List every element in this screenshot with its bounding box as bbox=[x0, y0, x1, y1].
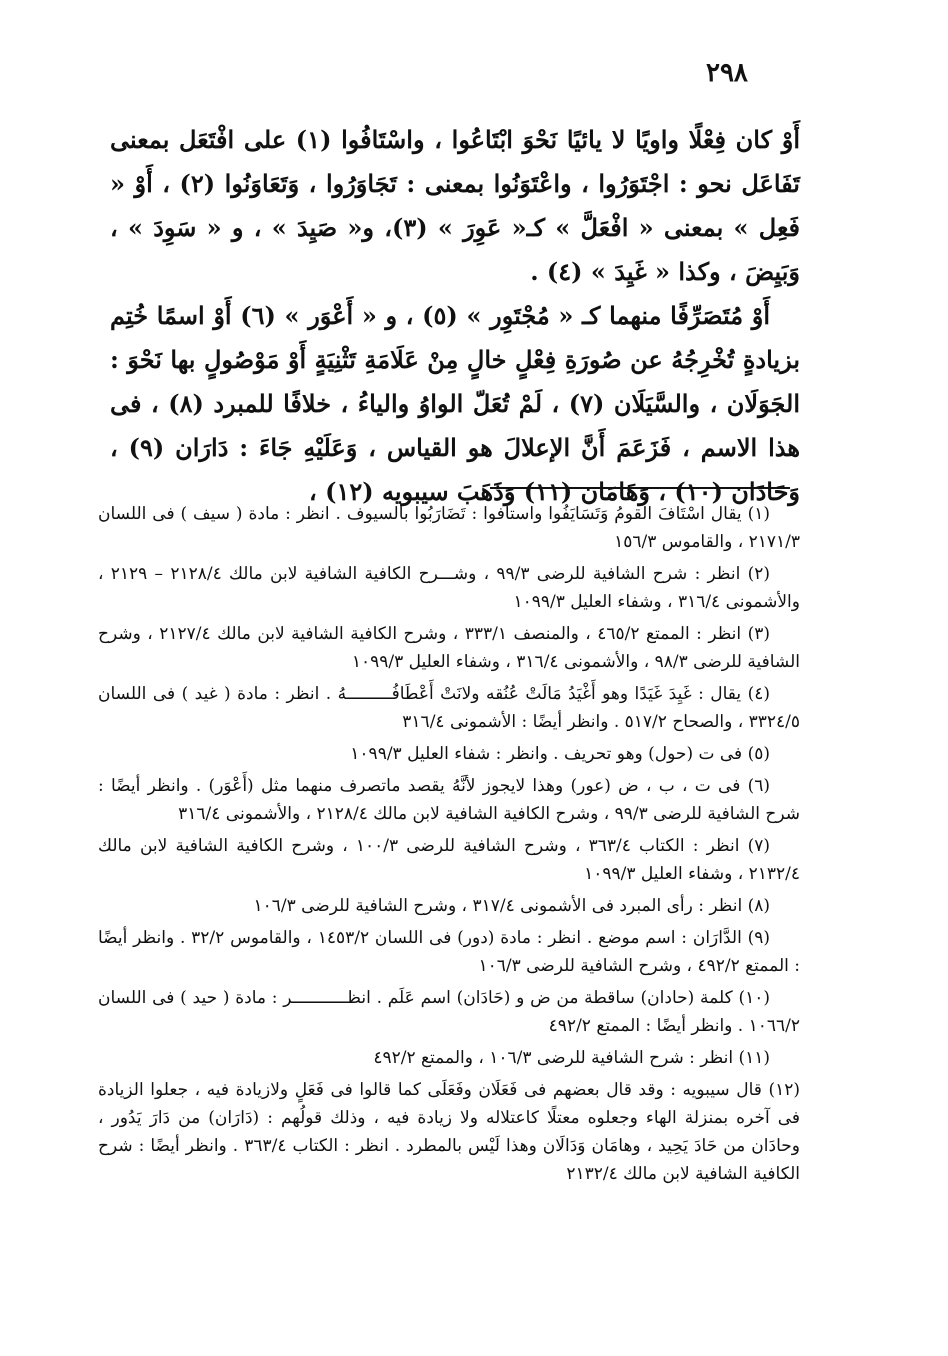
footnotes bbox=[98, 500, 800, 1192]
footnote-3: (٣) انظر : الممتع ٤٦٥/٢ ، والمنصف ٣٣٣/١ ، وشرح الكافية الشافية لابن مالك ٢١٢٧/٤ ، وشرح الشافية للرضى ٩٨/٣ ، والأشمونى ٣١٦/٤ ، وشفاء العليل ١٠٩٩/٣ bbox=[98, 624, 800, 672]
main-paragraph-1: أَوْ كان فِعْلًا واويًا لا يائيًا نَحْوَ ابْتَاعُوا ، واسْتَافُوا (١) على افْتَعَل بمعنى تَفَاعَل نحو : اجْتَوَرُوا ، واعْتَوَنُوا بمعنى : تَجَاوَرُوا ، وَتَعَاوَنُوا (٢) ، أَوْ « فَعِل » بمعنى « افْعَلَّ » كـ« عَوِرَ » (٣)، و« صَيِدَ » ، و « سَوِدَ » ، وَبَيِضَ ، وكذا « غَيِدَ » (٤) . bbox=[110, 125, 800, 286]
footnote-10: (١٠) كلمة (حادان) ساقطة من ض و (حَادَان) اسم عَلَم . انظـــــــــــر : مادة ( حيد ) فى اللسان ١٠٦٦/٢ . وانظر أيضًا : الممتع ٤٩٢/٢ bbox=[98, 988, 800, 1036]
footnote-12: (١٢) قال سيبويه : وقد قال بعضهم فى فَعَلَان وفَعَلَى كما قالوا فى فَعَلٍ ولازيادة فيه ، جعلوا الزيادة فى آخره بمنزلة الهاء وجعلوه معتلًا كاعتلاله ولا زيادة فيه ، وذلك قولُهم : (دَارَان) من دَارَ يَدُور ، وحادَان من حَادَ يَحِيد ، وهامَان وَدَالَان وهذا لَيْس بالمطرد . انظر : الكتاب ٣٦٣/٤ . وانظر أيضًا : شرح الكافية الشافية لابن مالك ٢١٣٢/٤ bbox=[98, 1080, 800, 1184]
main-text bbox=[110, 118, 800, 514]
page-number: ٢٩٨ bbox=[706, 58, 748, 88]
main-paragraph-2: أَوْ مُتَصَرِّفًا منهما كـ « مُجْتَوِر » (٥) ، و « أَعْوَر » (٦) أَوْ اسمًا خُتِم بزيادةٍ تُخْرِجُهُ عن صُورَةِ فِعْلٍ خالٍ مِنْ عَلَامَةِ تَثْنِيَةٍ أَوْ مَوْصُولٍ بها نَحْوَ : الجَوَلَان ، والسَّيَلَان (٧) ، لَمْ تُعَلّ الواوُ والياءُ ، خلافًا للمبرد (٨) ، فى هذا الاسم ، فَزَعَمَ أَنَّ الإعلالَ هو القياس ، وَعَلَيْهِ جَاءَ : دَارَان (٩) ، وَحَادَان (١٠) ، وَهَامَان (١١) وَذَهَبَ سيبويه (١٢) ، bbox=[110, 301, 800, 506]
footnote-11: (١١) انظر : شرح الشافية للرضى ١٠٦/٣ ، والممتع ٤٩٢/٢ bbox=[373, 1048, 770, 1068]
footnote-divider bbox=[490, 487, 790, 489]
footnote-4: (٤) يقال : غَيِدَ غَيَدًا وهو أَغْيَدُ مَالَتْ عُنُقه ولانَتْ أَعْطَافُـــــــــهُ . انظر : مادة ( غيد ) فى اللسان ٣٣٢٤/٥ ، والصحاح ٥١٧/٢ . وانظر أيضًا : الأشمونى ٣١٦/٤ bbox=[98, 684, 800, 732]
footnote-8: (٨) انظر : رأى المبرد فى الأشمونى ٣١٧/٤ ، وشرح الشافية للرضى ١٠٦/٣ bbox=[253, 896, 770, 916]
footnote-9: (٩) الدَّارَان : اسم موضع . انظر : مادة (دور) فى اللسان ١٤٥٣/٢ ، والقاموس ٣٢/٢ . وانظر أيضًا : الممتع ٤٩٢/٢ ، وشرح الشافية للرضى ١٠٦/٣ bbox=[98, 928, 800, 976]
footnote-6: (٦) فى ت ، ب ، ض (عور) وهذا لايجوز لأنَّهُ يقصد ماتصرف منهما مثل (أَعْوَر) . وانظر أيضًا : شرح الشافية للرضى ٩٩/٣ ، وشرح الكافية الشافية لابن مالك ٢١٢٨/٤ ، والأشمونى ٣١٦/٤ bbox=[98, 776, 800, 824]
footnote-2: (٢) انظر : شرح الشافية للرضى ٩٩/٣ ، وشـــرح الكافية الشافية لابن مالك ٢١٢٨/٤ – ٢١٢٩ ، والأشمونى ٣١٦/٤ ، وشفاء العليل ١٠٩٩/٣ bbox=[98, 564, 800, 612]
footnote-7: (٧) انظر : الكتاب ٣٦٣/٤ ، وشرح الشافية للرضى ١٠٠/٣ ، وشرح الكافية الشافية لابن مالك ٢١٣٢/٤ ، وشفاء العليل ١٠٩٩/٣ bbox=[98, 836, 800, 884]
footnote-5: (٥) فى ت (حول) وهو تحريف . وانظر : شفاء العليل ١٠٩٩/٣ bbox=[350, 744, 770, 764]
footnote-1: (١) يقال اسْتَافَ القومُ وَتَسَايَفُوا واستافوا : تَضَارَبُوا بالسيوف . انظر : مادة ( سيف ) فى اللسان ٢١٧١/٣ ، والقاموس ١٥٦/٣ bbox=[98, 504, 800, 552]
